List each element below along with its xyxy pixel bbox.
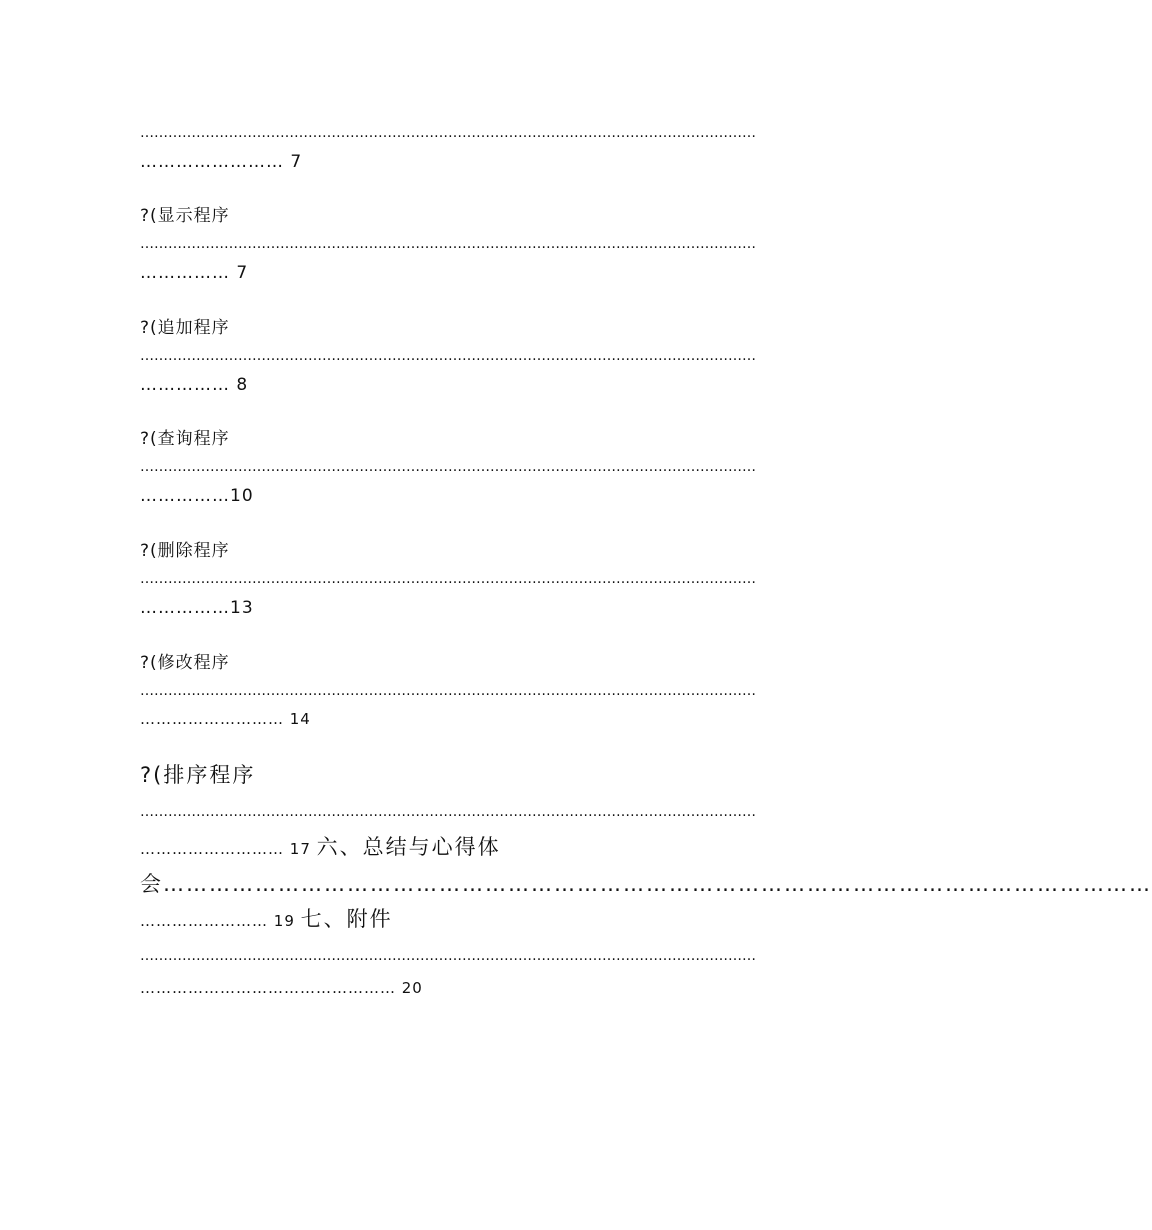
toc-leader: ……………………………………………………………………………………………………………………	[140, 948, 756, 964]
toc-page-number: 19	[273, 912, 301, 930]
toc-entry-delete: ?(删除程序	[140, 541, 230, 561]
toc-entry-modify: ?(修改程序	[140, 653, 230, 673]
toc-page-number: ……………10	[140, 486, 254, 506]
toc-leader: ……………………………………………………………………………………………………………………	[140, 683, 756, 699]
toc-heading-summary-continued: 会…………………………………………………………………………………………………………………	[140, 872, 1152, 896]
toc-leader: ……………………………………………………………………………………………………………………	[140, 348, 756, 364]
toc-leader: ……………………………………………………………………………………………………………………	[140, 804, 756, 820]
toc-heading-appendix: 七、附件	[300, 907, 393, 931]
toc-page-number: …………………… 7	[140, 152, 303, 172]
toc-leader: ……………………	[140, 912, 274, 930]
toc-page-number: …………… 7	[140, 263, 249, 283]
toc-entry-display: ?(显示程序	[140, 206, 230, 226]
toc-line-appendix	[140, 903, 393, 933]
toc-entry-query: ?(查询程序	[140, 429, 230, 449]
toc-page-number: ……………………… 14	[140, 710, 311, 728]
toc-leader: ………………………	[140, 840, 290, 858]
toc-entry-sort: ?(排序程序	[140, 763, 256, 787]
toc-leader: ……………………………………………………………………………………………………………………	[140, 125, 756, 141]
toc-leader: ……………………………………………………………………………………………………………………	[140, 236, 756, 252]
toc-leader: ……………………………………………………………………………………………………………………	[140, 459, 756, 475]
toc-entry-append: ?(追加程序	[140, 318, 230, 338]
toc-page-number: ………………………………………… 20	[140, 979, 423, 997]
toc-page-number: …………… 8	[140, 375, 249, 395]
toc-line-summary	[140, 831, 501, 861]
toc-leader: ……………………………………………………………………………………………………………………	[140, 571, 756, 587]
toc-page-number: 17	[289, 840, 317, 858]
toc-heading-summary: 六、总结与心得体	[316, 835, 501, 859]
toc-page-number: ……………13	[140, 598, 254, 618]
